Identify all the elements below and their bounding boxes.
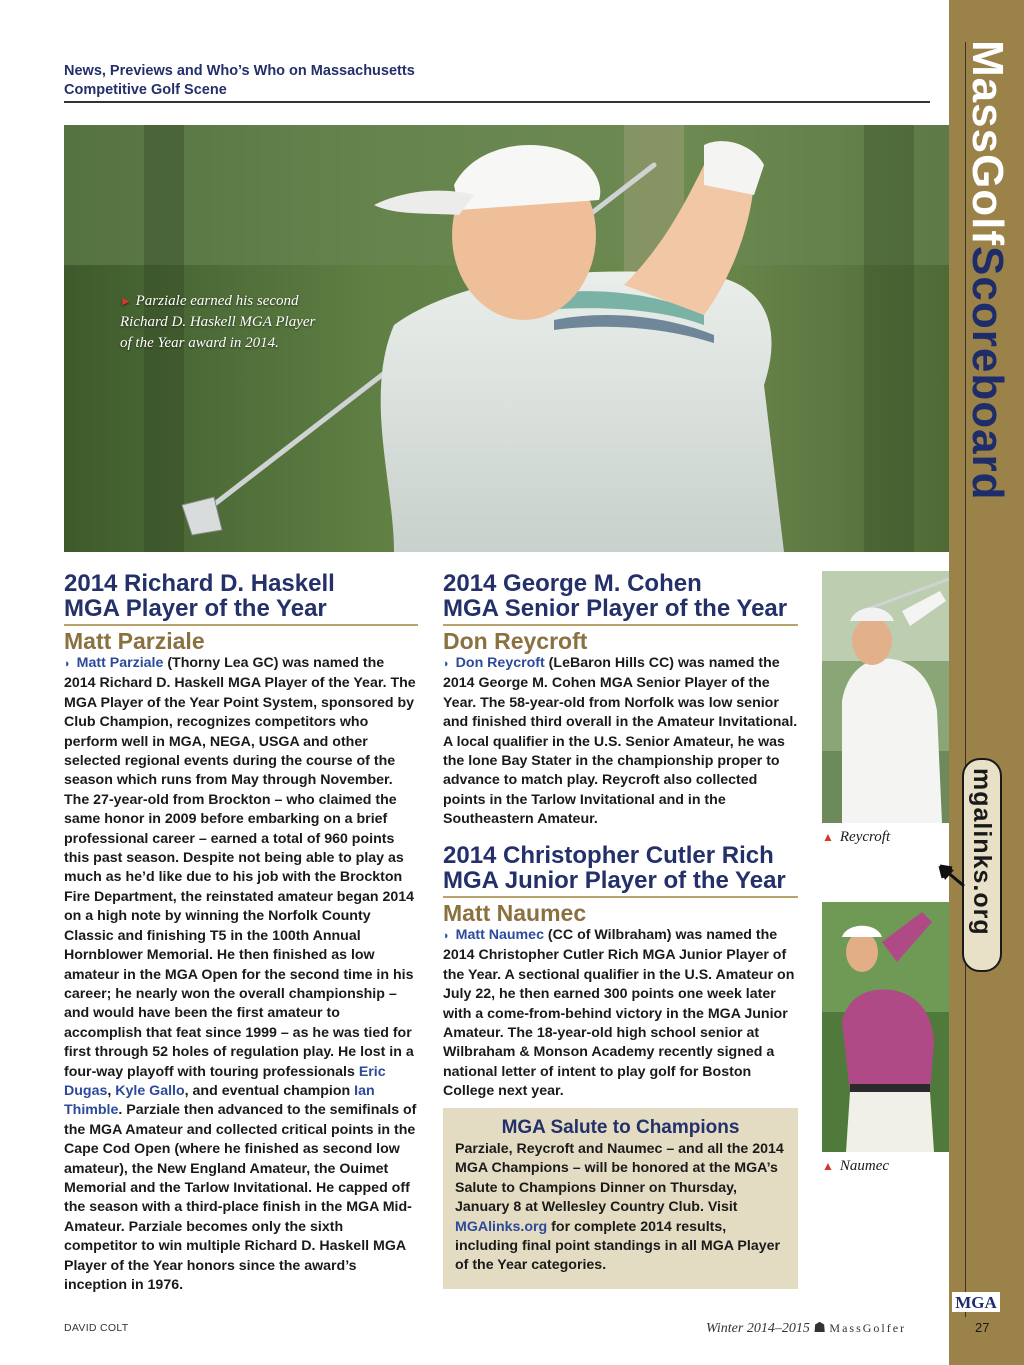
caption-triangle-icon: ▲ (822, 1159, 834, 1173)
title-part-mass-golf: MassGolf (963, 40, 1012, 247)
name-link-thimble[interactable]: Ian Thimble (64, 1082, 375, 1119)
lead-name-link[interactable]: Matt Naumec (455, 927, 544, 943)
winner-name: Matt Parziale (64, 628, 205, 654)
heading-line-2: MGA Senior Player of the Year (443, 595, 788, 622)
mgalinks-link[interactable]: MGAlinks.org (455, 1218, 548, 1235)
salute-title: MGA Salute to Champions (501, 1117, 740, 1138)
section-kicker (64, 62, 494, 100)
heading-rule (64, 624, 418, 626)
issue-date: Winter 2014–2015 (706, 1321, 810, 1336)
bullet-icon: ◗ (443, 658, 450, 670)
name-link-dugas[interactable]: Eric Dugas (64, 1063, 386, 1099)
title-part-scoreboard: Scoreboard (963, 246, 1012, 501)
winner-name: Don Reycroft (443, 628, 588, 654)
photo-naumec (822, 902, 949, 1152)
salute-text (455, 1140, 790, 1276)
page-number: 27 (975, 1320, 990, 1335)
heading-line-2: MGA Player of the Year (64, 595, 327, 622)
heading-rule (443, 624, 798, 626)
hero-caption (120, 291, 320, 354)
photo-credit: DAVID COLT (64, 1322, 129, 1334)
body-sep-2: , and eventual champion (184, 1082, 355, 1099)
hero-caption-text: Parziale earned his second Richard D. Haskell MGA Player of the Year award in 2014. (120, 293, 316, 351)
caption-naumec-text: Naumec (839, 1158, 890, 1174)
footer-golf-ball-icon: ☗ (813, 1321, 826, 1336)
article-heading-junior (443, 843, 803, 893)
lead-name-link[interactable]: Don Reycroft (455, 655, 545, 671)
heading-line-2: MGA Junior Player of the Year (443, 867, 786, 894)
caption-triangle-icon: ► (120, 294, 132, 308)
article-heading-senior (443, 571, 803, 621)
article-body-parziale (64, 654, 418, 1295)
bullet-icon: ◗ (443, 930, 450, 942)
section-title-vertical (955, 40, 1019, 585)
photo-reycroft (822, 571, 949, 823)
site-url-badge[interactable] (962, 758, 1002, 972)
mga-logo (952, 1292, 1000, 1312)
header-divider (64, 101, 930, 103)
article-body-naumec (443, 926, 799, 1102)
heading-line-1: 2014 George M. Cohen (443, 570, 702, 597)
heading-line-1: 2014 Richard D. Haskell (64, 570, 335, 597)
svg-text:MGA: MGA (955, 1293, 997, 1312)
body-text: (CC of Wilbraham) was named the 2014 Christopher Cutler Rich MGA Junior Player of the Year. A sectional qualifier in the U.S. Amateur on July 22, he then earned 300 points one week later with a come-from-behind victory in the MGA Junior Amateur. The 18-year-old high school senior at Wilbraham & Monson Academy recently signed a national letter of intent to play golf for Boston College next year. (443, 927, 795, 1100)
kicker-line-1: News, Previews and Who’s Who on Massachusetts (64, 63, 415, 79)
caption-reycroft-text: Reycroft (839, 829, 891, 845)
salute-to-champions-box (443, 1108, 798, 1289)
heading-rule (443, 896, 798, 898)
name-link-gallo[interactable]: Kyle Gallo (115, 1082, 185, 1099)
kicker-line-2: Competitive Golf Scene (64, 82, 227, 98)
body-text-2: . Parziale then advanced to the semifinals of the MGA Amateur and collected critical points in the Cape Cod Open (where he finished as second low amateur), the New England Amateur, the Ouimet Memorial and the Tarlow Invitational. He capped off the season with a third-place finish in the MGA Mid-Amateur. Parziale becomes only the sixth competitor to win multiple Richard D. Haskell MGA Player of the Year honors since the award’s inception in 1976. (64, 1102, 417, 1293)
caption-reycroft (822, 829, 890, 846)
magazine-name: MassGolfer (829, 1321, 907, 1335)
winner-name: Matt Naumec (443, 900, 587, 926)
caption-naumec (822, 1158, 889, 1175)
lead-name-link[interactable]: Matt Parziale (76, 655, 164, 671)
article-body-reycroft (443, 654, 799, 830)
body-sep-1: , (107, 1082, 116, 1099)
salute-text-1: Parziale, Reycroft and Naumec – and all the 2014 MGA Champions – will be honored at the MGA’s Salute to Champions Dinner on Thursday, January 8 at Wellesley Country Club. Visit (455, 1141, 784, 1216)
issue-footer (706, 1320, 906, 1337)
bullet-icon: ◗ (64, 658, 71, 670)
site-url-link[interactable]: mgalinks.org (968, 768, 996, 936)
cursor-arrow-icon (938, 862, 968, 890)
article-heading-player-of-year (64, 571, 424, 621)
body-text: (LeBaron Hills CC) was named the 2014 George M. Cohen MGA Senior Player of the Year. The 58-year-old from Norfolk was low senior and finished third overall in the Amateur Invitational. A local qualifier in the U.S. Senior Amateur, he was the lone Bay Stater in the championship proper to advance to match play. Reycroft also collected points in the Tarlow Invitational and in the Southeastern Amateur. (443, 655, 798, 828)
salute-text-2: for complete 2014 results, including final point standings in all MGA Player of the Year categories. (455, 1218, 781, 1274)
heading-line-1: 2014 Christopher Cutler Rich (443, 842, 774, 869)
body-text-1: (Thorny Lea GC) was named the 2014 Richard D. Haskell MGA Player of the Year. The MGA Player of the Year Point System, sponsored by Club Champion, recognizes competitors who perform well in MGA, NEGA, USGA and other selected regional events during the course of the season which runs from May through November. The 27-year-old from Brockton – who claimed the same honor in 2009 before embarking on a brief professional career – earned a total of 960 points this past season. Despite not being able to play as much as he’d like due to his job with the Brockton Fire Department, the reinstated amateur began 2014 on a high note by winning the Norfolk County Classic and finishing T5 in the 100th Annual Hornblower Memorial. He then finished as low amateur in the MGA Open for the second time in his career; he nearly won the overall championship – and would have been the first amateur to accomplish that feat since 1999 – as he was tied for first through 52 holes of regulation play. He lost in a four-way playoff with touring professionals (64, 655, 416, 1080)
caption-triangle-icon: ▲ (822, 830, 834, 844)
